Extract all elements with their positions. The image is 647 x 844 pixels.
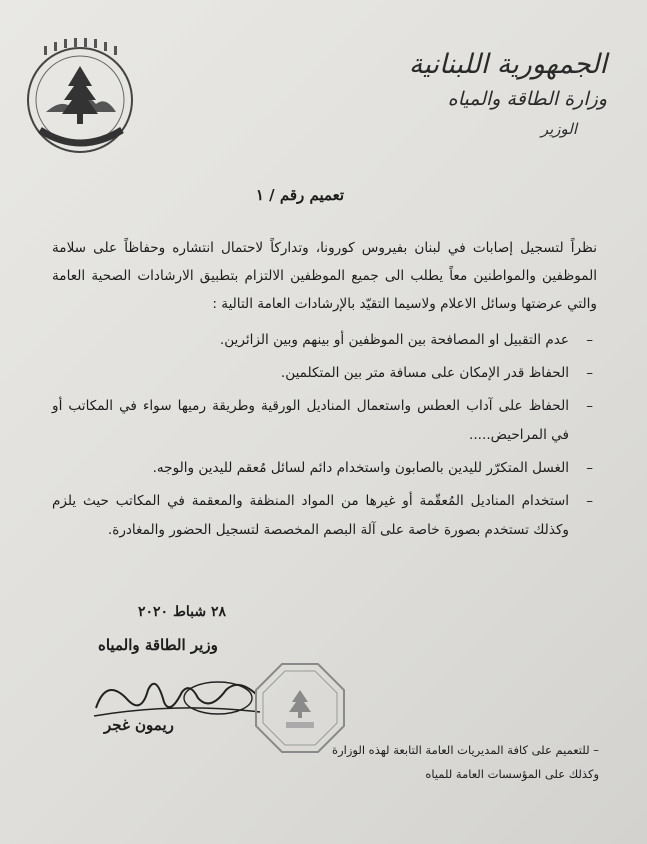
letterhead-republic: الجمهورية اللبنانية bbox=[408, 49, 607, 80]
intro-paragraph: نظراً لتسجيل إصابات في لبنان بفيروس كورونا، وتداركاً لاحتمال انتشاره وحفاظاً على سلامة الموظفين والمواطنين معاً يطلب الى جميع الموظفين الالتزام بتطبيق الارشادات الصحية العامة والتي عرضتها وسائل الاعلام ولاسيما التقيّد بالإرشادات العامة التالية : bbox=[52, 240, 597, 312]
letterhead bbox=[367, 48, 607, 138]
list-item: – الحفاظ على آداب العطس واستعمال المناديل الورقية وطريقة رميها سواء في المكاتب أو في المراحيض..... bbox=[52, 392, 597, 450]
circular-body bbox=[52, 234, 597, 549]
signatory-title: وزير الطاقة والمياه bbox=[98, 636, 218, 654]
letterhead-minister: الوزير bbox=[540, 119, 577, 138]
issue-date: ٢٨ شباط ٢٠٢٠ bbox=[138, 604, 227, 620]
list-item: – استخدام المناديل المُعقّمة أو غيرها من المواد المنظفة والمعقمة في المكاتب حيث يلزم وكذلك تستخدم بصورة خاصة على آلة البصم المخصصة لتسجيل الحضور والمغادرة. bbox=[52, 487, 597, 545]
distribution-note bbox=[269, 738, 599, 786]
list-item: – عدم التقبيل او المصافحة بين الموظفين أو بينهم وبين الزائرين. bbox=[52, 326, 597, 355]
distribution-line-2: وكذلك على المؤسسات العامة للمياه bbox=[425, 767, 599, 781]
guidelines-list bbox=[52, 326, 597, 545]
circular-title: تعميم رقم / ١ bbox=[255, 186, 345, 204]
ministry-cedar-emblem-icon bbox=[10, 30, 150, 170]
distribution-line-1: – للتعميم على كافة المديريات العامة التابعة لهذه الوزارة bbox=[332, 743, 599, 757]
list-item: – الغسل المتكرّر لليدين بالصابون واستخدام دائم لسائل مُعقم لليدين والوجه. bbox=[52, 454, 597, 483]
signatory-name: ريمون غجر bbox=[104, 716, 174, 734]
letterhead-ministry: وزارة الطاقة والمياه bbox=[447, 87, 607, 110]
list-item: – الحفاظ قدر الإمكان على مسافة متر بين المتكلمين. bbox=[52, 359, 597, 388]
